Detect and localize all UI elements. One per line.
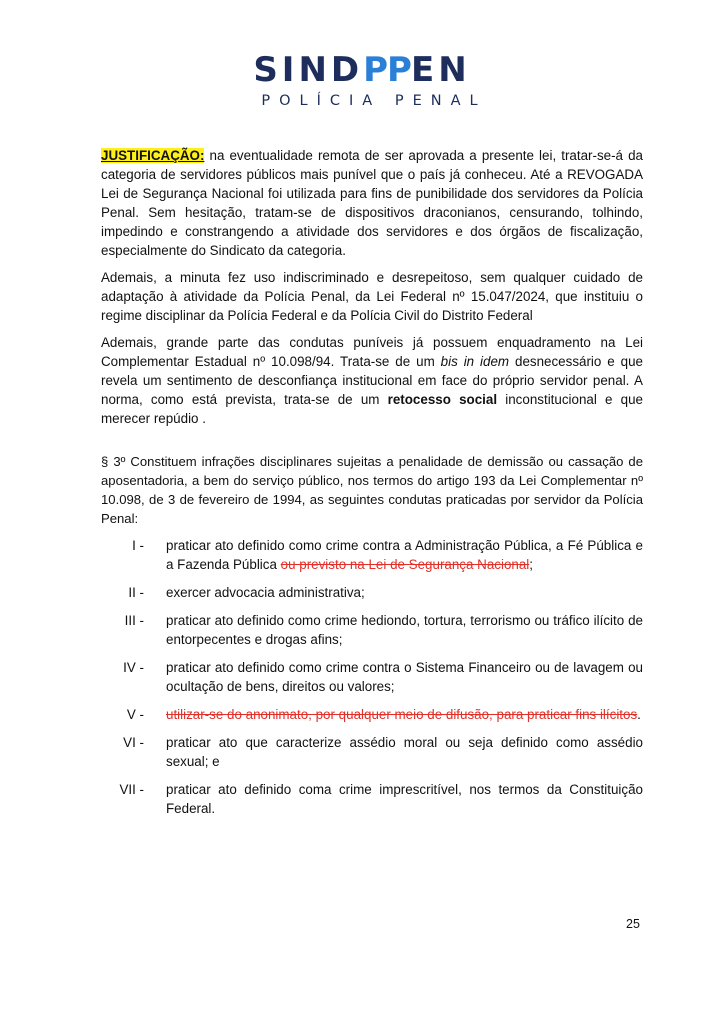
item-number: V - — [126, 707, 144, 722]
document-body — [101, 146, 643, 827]
item-text: praticar ato que caracterize assédio moral ou seja definido como assédio sexual; e — [166, 735, 643, 769]
section-3-paragraph: § 3º Constituem infrações disciplinares sujeitas a penalidade de demissão ou cassação de aposentadoria, a bem do serviço público, nos termos do artigo 193 da Lei Complementar nº 10.098, de 3 de fevereiro de 1994, as seguintes condutas praticadas por servidor da Polícia Penal: — [101, 454, 643, 526]
paragraph-2: Ademais, a minuta fez uso indiscriminado e desrepeitoso, sem qualquer cuidado de adaptação à atividade da Polícia Penal, da Lei Federal nº 15.047/2024, que instituiu o regime disciplinar da Polícia Federal e da Polícia Civil do Distrito Federal — [101, 270, 643, 323]
justification-label: JUSTIFICAÇÃO: — [101, 148, 205, 163]
item-text: praticar ato definido como crime contra o Sistema Financeiro ou de lavagem ou ocultação de bens, direitos ou valores; — [166, 660, 643, 694]
item-text: praticar ato definido como crime contra a Administração Pública, a Fé Pública e a Fazenda Pública ou previsto na Lei de Segurança Nacional; — [166, 538, 643, 572]
item-text: praticar ato definido coma crime imprescritível, nos termos da Constituição Federal. — [166, 782, 643, 816]
struck-text: utilizar-se do anonimato, por qualquer meio de difusão, para praticar fins ilícitos — [166, 707, 638, 722]
list-item — [101, 658, 643, 696]
list-item — [101, 733, 643, 771]
item-number: II - — [128, 585, 144, 600]
list-item — [101, 536, 643, 574]
justification-text: na eventualidade remota de ser aprovada a presente lei, tratar-se-á da categoria de servidores públicos mais punível que o país já conheceu. Até a REVOGADA Lei de Segurança Nacional foi utilizada para fins de punibilidade dos servidores da Polícia Penal. Sem hesitação, tratam-se de dispositivos draconianos, censurando, tolhindo, impedindo e constrangendo a atividade dos servidores e dos órgãos de fiscalização, especialmente do Sindicato da categoria. — [101, 148, 643, 258]
paragraph-3: Ademais, grande parte das condutas puníveis já possuem enquadramento na Lei Complementar Estadual nº 10.098/94. Trata-se de um bis in idem desnecessário e que revela um sentimento de desconfiança institucional em face do próprio servidor penal. A norma, como está prevista, trata-se de um retocesso social inconstitucional e que merecer repúdio . — [101, 335, 644, 426]
list-item — [101, 780, 643, 818]
struck-text: ou previsto na Lei de Segurança Nacional — [280, 557, 530, 572]
item-number: IV - — [123, 660, 144, 675]
item-number: I - — [132, 538, 144, 553]
item-text: utilizar-se do anonimato, por qualquer meio de difusão, para praticar fins ilícitos. — [166, 707, 641, 722]
list-item — [101, 705, 643, 724]
list-item — [101, 583, 643, 602]
item-number: III - — [124, 613, 144, 628]
item-number: VII - — [119, 782, 144, 797]
page-number: 25 — [626, 917, 640, 931]
item-number: VI - — [123, 735, 144, 750]
list-item — [101, 611, 643, 649]
item-text: exercer advocacia administrativa; — [166, 585, 365, 600]
justification-paragraph — [101, 146, 643, 260]
items-list — [101, 536, 643, 818]
logo-wordmark: SINDPPEN — [253, 50, 471, 90]
sindppen-logo — [0, 50, 724, 109]
item-text: praticar ato definido como crime hediondo, tortura, terrorismo ou tráfico ilícito de entorpecentes e drogas afins; — [166, 613, 643, 647]
logo-subtitle: POLÍCIA PENAL — [261, 93, 487, 109]
